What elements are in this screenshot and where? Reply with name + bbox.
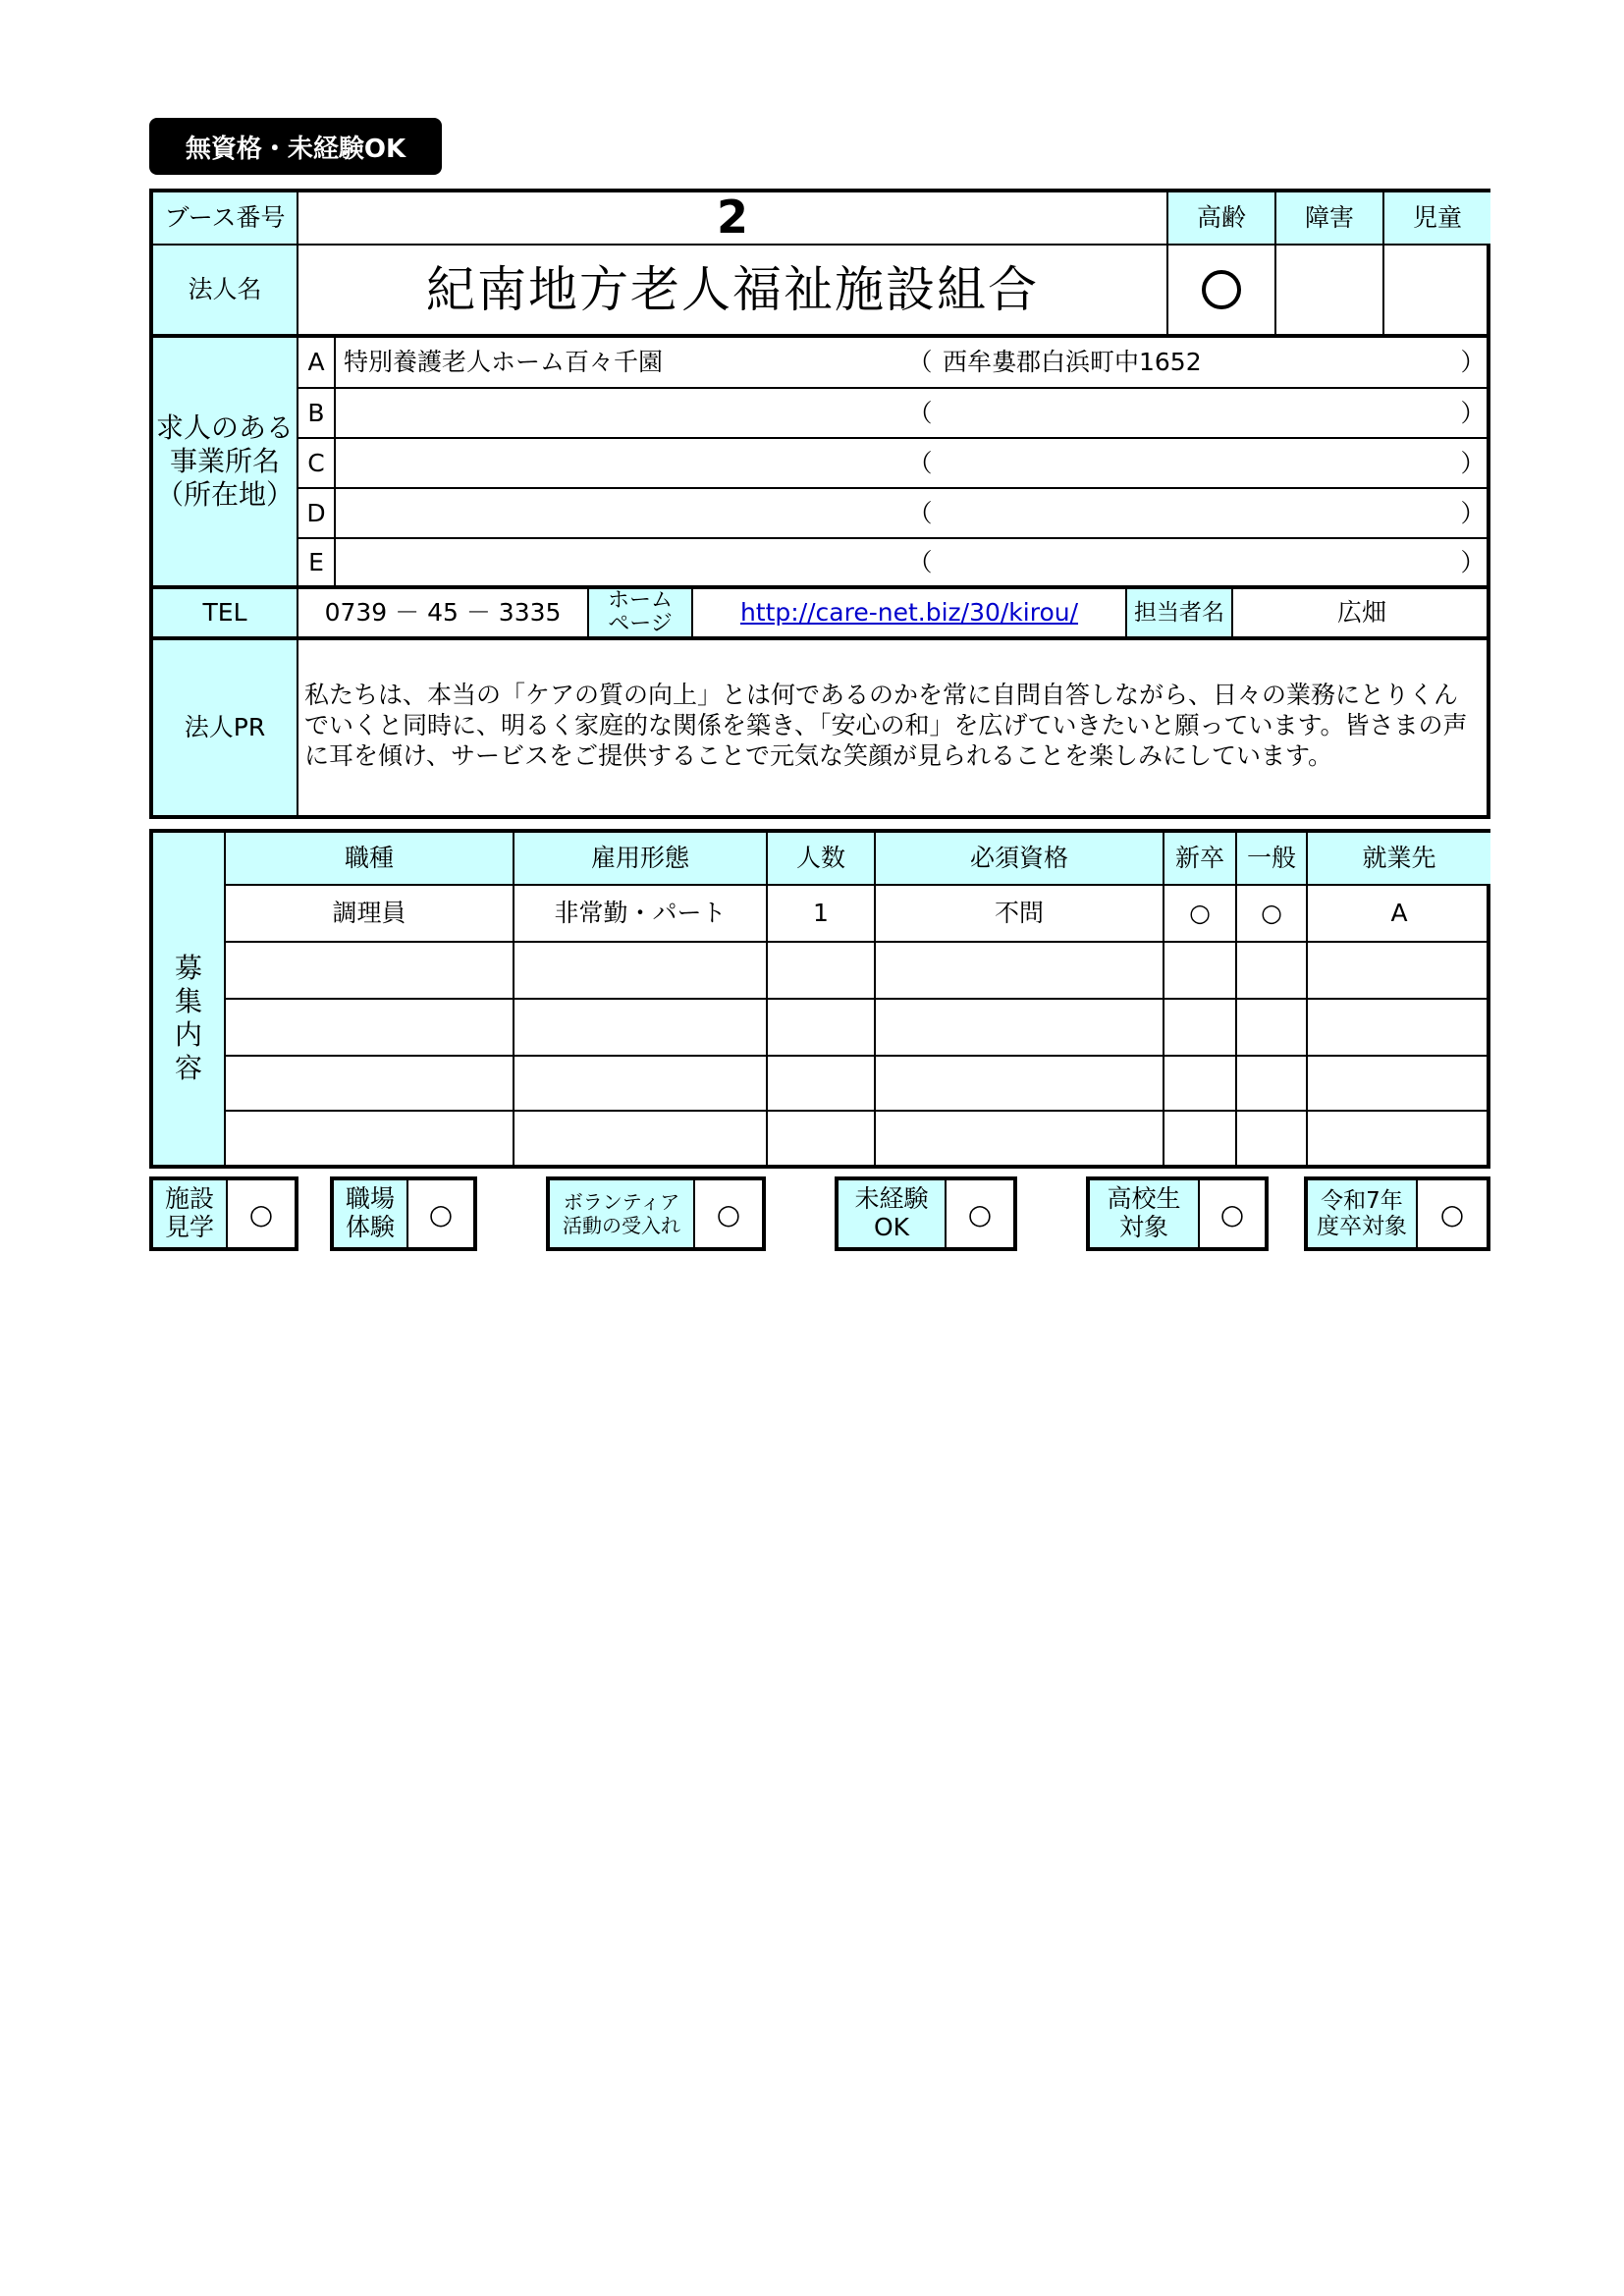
cell-qualification — [876, 943, 1164, 1000]
option-label-line: 対象 — [1118, 1213, 1168, 1241]
child-label: 児童 — [1384, 192, 1490, 246]
option-value: ○ — [248, 1197, 274, 1230]
cell-workplace — [1308, 943, 1490, 1000]
tel-value: 0739 － 45 － 3335 — [298, 589, 589, 640]
col-header-qualification: 必須資格 — [876, 833, 1164, 886]
cell-workplace — [1308, 1000, 1490, 1057]
option-label-line: 職場 — [345, 1184, 395, 1214]
office-address — [935, 389, 1455, 439]
office-paren-close: ） — [1455, 389, 1490, 439]
option-label-line: 施設 — [164, 1184, 214, 1214]
offices-label-line: （所在地） — [155, 478, 294, 511]
option-label-line: 度卒対象 — [1317, 1214, 1407, 1239]
office-address — [935, 489, 1455, 539]
office-letter: B — [298, 389, 336, 439]
office-letter: C — [298, 439, 336, 489]
cell-count — [768, 1000, 876, 1057]
homepage-link[interactable]: http://care-net.biz/30/kirou/ — [739, 598, 1079, 628]
cell-employment — [514, 1000, 768, 1057]
recruitment-table — [149, 829, 1490, 1169]
disability-mark-cell — [1276, 246, 1384, 338]
option-label-line: 見学 — [164, 1213, 214, 1241]
cell-employment — [514, 1112, 768, 1165]
option-value: ○ — [716, 1197, 741, 1230]
cell-general — [1237, 1000, 1308, 1057]
cell-qualification — [876, 1000, 1164, 1057]
option-value: ○ — [967, 1197, 993, 1230]
cell-newgrad — [1164, 1057, 1237, 1112]
office-letter: A — [298, 338, 336, 389]
cell-workplace — [1308, 1057, 1490, 1112]
pr-line: でいくと同時に、明るく家庭的な関係を築き、「安心の和」を広げていきたいと願っています。皆さまの声 — [304, 711, 1468, 739]
elderly-mark-cell — [1168, 246, 1276, 338]
office-paren-open: （ — [905, 539, 935, 589]
office-name — [336, 489, 905, 539]
contact-person-label: 担当者名 — [1127, 589, 1233, 640]
col-header-count: 人数 — [768, 833, 876, 886]
recruit-side-char: 集 — [174, 985, 202, 1017]
cell-job — [226, 1000, 514, 1057]
homepage-label — [589, 589, 693, 640]
cell-employment — [514, 1057, 768, 1112]
option-label-line: 令和7年 — [1321, 1187, 1403, 1214]
col-header-employment: 雇用形態 — [514, 833, 768, 886]
col-header-job: 職種 — [226, 833, 514, 886]
office-address — [935, 539, 1455, 589]
pr-line: 私たちは、本当の「ケアの質の向上」とは何であるのかを常に自問自答しながら、日々の業務にとりくん — [304, 681, 1459, 709]
cell-general — [1237, 1057, 1308, 1112]
no-qualification-badge: 無資格・未経験OK — [149, 118, 442, 175]
option-label-line: OK — [873, 1213, 910, 1241]
option-value: ○ — [428, 1197, 454, 1230]
recruit-side-char: 内 — [174, 1018, 202, 1051]
homepage-label-line: ページ — [608, 612, 673, 636]
option-no-experience — [835, 1176, 1017, 1251]
child-mark-cell — [1384, 246, 1490, 338]
option-label-line: 高校生 — [1107, 1184, 1181, 1214]
option-facility-tour — [149, 1176, 298, 1251]
option-label — [1308, 1180, 1418, 1247]
option-high-school — [1086, 1176, 1269, 1251]
office-address: 西牟婁郡白浜町中1652 — [935, 338, 1455, 389]
cell-employment: 非常勤・パート — [514, 886, 768, 943]
homepage-cell — [693, 589, 1127, 640]
cell-general: ○ — [1237, 886, 1308, 943]
office-name — [336, 439, 905, 489]
cell-general — [1237, 943, 1308, 1000]
col-header-general: 一般 — [1237, 833, 1308, 886]
option-label-line: 未経験 — [854, 1184, 929, 1214]
recruit-side-label — [153, 833, 226, 1165]
booth-label: ブース番号 — [153, 192, 298, 246]
office-paren-open: （ — [905, 338, 935, 389]
cell-qualification — [876, 1057, 1164, 1112]
cell-count — [768, 943, 876, 1000]
cell-general — [1237, 1112, 1308, 1165]
option-label-line: 体験 — [345, 1213, 395, 1241]
cell-count — [768, 1112, 876, 1165]
office-name — [336, 389, 905, 439]
cell-count — [768, 1057, 876, 1112]
cell-employment — [514, 943, 768, 1000]
cell-qualification: 不問 — [876, 886, 1164, 943]
pr-text — [298, 640, 1490, 815]
office-name — [336, 539, 905, 589]
corp-name-label: 法人名 — [153, 246, 298, 338]
corp-name: 紀南地方老人福祉施設組合 — [298, 246, 1168, 338]
cell-job: 調理員 — [226, 886, 514, 943]
cell-newgrad — [1164, 943, 1237, 1000]
cell-newgrad — [1164, 1112, 1237, 1165]
option-label-line: ボランティア — [563, 1190, 680, 1214]
office-paren-open: （ — [905, 439, 935, 489]
cell-job — [226, 943, 514, 1000]
option-work-experience — [330, 1176, 477, 1251]
company-info-table — [149, 189, 1490, 819]
option-reiwa7-grads — [1304, 1176, 1490, 1251]
col-header-workplace: 就業先 — [1308, 833, 1490, 886]
cell-workplace — [1308, 1112, 1490, 1165]
recruit-side-char: 容 — [174, 1052, 202, 1084]
option-label — [334, 1180, 408, 1247]
pr-label: 法人PR — [153, 640, 298, 815]
pr-line: に耳を傾け、サービスをご提供することで元気な笑顔が見られることを楽しみにしています。 — [304, 741, 1333, 770]
office-paren-close: ） — [1455, 439, 1490, 489]
homepage-label-line: ホーム — [607, 587, 673, 613]
option-value: ○ — [1439, 1197, 1465, 1230]
recruit-side-char: 募 — [174, 952, 202, 984]
office-paren-open: （ — [905, 389, 935, 439]
tel-label: TEL — [153, 589, 298, 640]
col-header-newgrad: 新卒 — [1164, 833, 1237, 886]
cell-count: 1 — [768, 886, 876, 943]
elderly-label: 高齢 — [1168, 192, 1276, 246]
option-value: ○ — [1219, 1197, 1245, 1230]
office-name: 特別養護老人ホーム百々千園 — [336, 338, 905, 389]
office-letter: E — [298, 539, 336, 589]
option-label — [153, 1180, 228, 1247]
cell-job — [226, 1057, 514, 1112]
contact-person: 広畑 — [1233, 589, 1490, 640]
office-paren-close: ） — [1455, 539, 1490, 589]
option-label-line: 活動の受入れ — [563, 1214, 680, 1237]
offices-label-line: 求人のある — [155, 411, 294, 444]
elderly-circle-mark — [1202, 270, 1241, 309]
cell-workplace: A — [1308, 886, 1490, 943]
office-paren-close: ） — [1455, 338, 1490, 389]
option-label — [839, 1180, 947, 1247]
disability-label: 障害 — [1276, 192, 1384, 246]
office-paren-open: （ — [905, 489, 935, 539]
cell-qualification — [876, 1112, 1164, 1165]
option-volunteer — [546, 1176, 766, 1251]
offices-label — [153, 338, 298, 589]
booth-number: 2 — [298, 192, 1168, 246]
cell-newgrad — [1164, 1000, 1237, 1057]
option-label — [550, 1180, 695, 1247]
offices-label-line: 事業所名 — [169, 445, 280, 477]
office-paren-close: ） — [1455, 489, 1490, 539]
office-letter: D — [298, 489, 336, 539]
cell-job — [226, 1112, 514, 1165]
option-label — [1090, 1180, 1200, 1247]
cell-newgrad: ○ — [1164, 886, 1237, 943]
office-address — [935, 439, 1455, 489]
